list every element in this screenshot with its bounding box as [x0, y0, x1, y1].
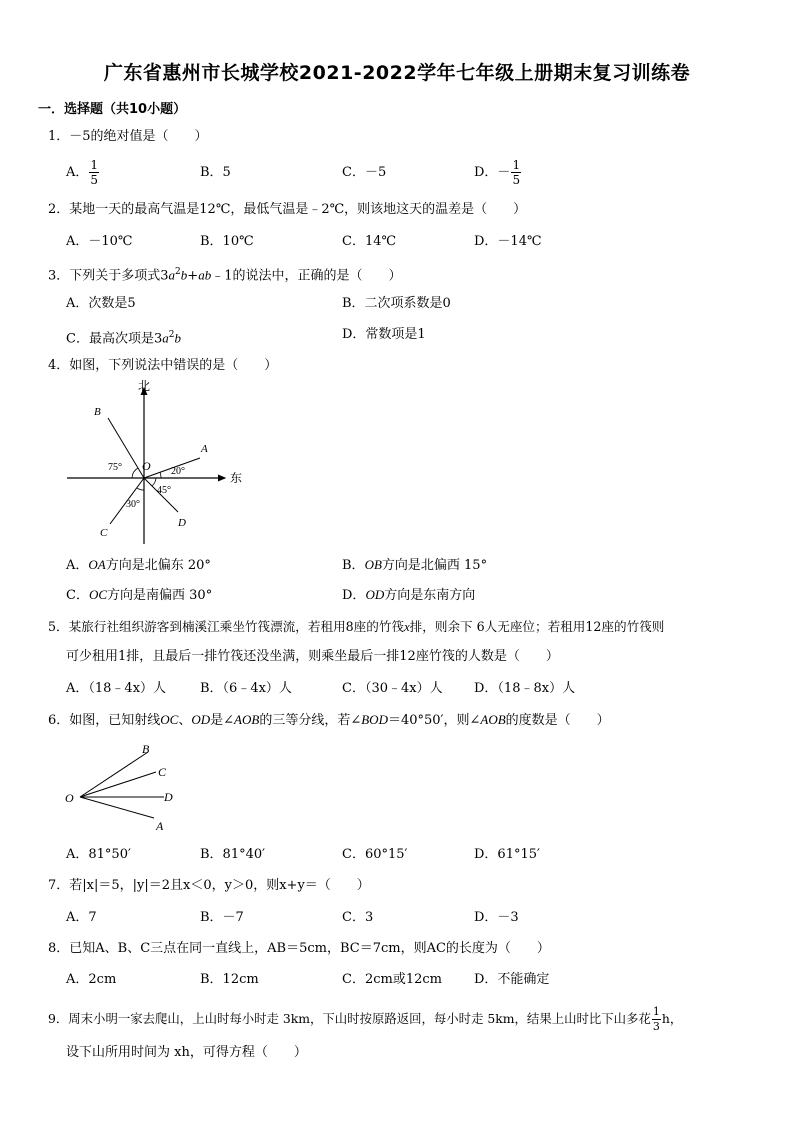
- q3-option-d: D．常数项是1: [342, 327, 426, 342]
- fraction: $\frac{1}{5}$: [90, 158, 99, 187]
- east-label: 东: [230, 471, 243, 485]
- angle-arc-30: [137, 488, 144, 490]
- section-heading: 一．选择题（共10小题）: [38, 102, 187, 117]
- q4-option-a: A．OA方向是北偏东 20°: [66, 557, 211, 573]
- compass-figure: [60, 378, 250, 548]
- q1-option-d: D．－ $\frac{1}{5}$: [474, 158, 521, 187]
- q1-option-a: A． $\frac{1}{5}$: [66, 158, 99, 187]
- question-3: 3．下列关于多项式$3a^2b+ab﹣1$的说法中，正确的是（ ）: [48, 267, 402, 284]
- q7-option-d: D．－3: [474, 910, 519, 925]
- q6-option-d: D．61°15′: [474, 847, 540, 862]
- q1-option-c: C．－5: [342, 165, 387, 180]
- point-d-label: D: [178, 517, 186, 529]
- q5-option-c: C．（30﹣4x）人: [342, 681, 443, 696]
- q5-option-b: B．（6﹣4x）人: [200, 681, 292, 696]
- page-title: 广东省惠州市长城学校2021-2022学年七年级上册期末复习训练卷: [103, 62, 691, 84]
- q1-option-b: B．5: [200, 165, 231, 180]
- q7-option-b: B．－7: [200, 910, 244, 925]
- q4-option-c: C．OC方向是南偏西 30°: [66, 587, 213, 603]
- fraction: $\frac{1}{5}$: [512, 158, 521, 187]
- ray-oa: [80, 797, 154, 818]
- q8-option-c: C．2cm或12cm: [342, 972, 442, 987]
- q4-option-b: B．OB方向是北偏西 15°: [342, 557, 488, 573]
- q2-option-b: B．10℃: [200, 234, 254, 249]
- angle-75-label: 75°: [108, 462, 122, 473]
- question-6: 6．如图，已知射线OC、OD是∠AOB的三等分线，若∠BOD＝40°50′，则∠AOB的度数是（ ）: [48, 712, 610, 728]
- q7-option-c: C．3: [342, 910, 374, 925]
- q7-option-a: A．7: [66, 910, 97, 925]
- trisection-figure: [60, 740, 190, 835]
- q4-option-d: D．OD方向是东南方向: [342, 587, 476, 603]
- q5-option-d: D．（18﹣8x）人: [474, 681, 576, 696]
- angle-arc-45: [152, 478, 156, 486]
- point-b-label: B: [142, 742, 150, 756]
- q6-option-b: B．81°40′: [200, 847, 266, 862]
- point-o-label: O: [142, 459, 151, 473]
- question-4: 4．如图，下列说法中错误的是（ ）: [48, 358, 278, 373]
- point-a-label: A: [201, 443, 208, 455]
- north-label: 北: [138, 379, 151, 393]
- question-7: 7．若|x|＝5，|y|＝2且x＜0，y＞0，则x+y＝（ ）: [48, 878, 370, 893]
- angle-45-label: 45°: [157, 485, 171, 496]
- angle-30-label: 30°: [126, 499, 140, 510]
- q5-option-a: A．（18﹣4x）人: [66, 681, 167, 696]
- q8-option-b: B．12cm: [200, 972, 259, 987]
- point-d-label: D: [164, 790, 173, 804]
- q8-option-d: D．不能确定: [474, 972, 550, 987]
- point-o-label: O: [65, 791, 74, 805]
- question-8: 8．已知A、B、C三点在同一直线上，AB＝5cm，BC＝7cm，则AC的长度为（ ）: [48, 941, 550, 956]
- point-c-label: C: [158, 765, 167, 779]
- question-5-line-1: 5．某旅行社组织游客到楠溪江乘坐竹筏漂流，若租用8座的竹筏x排，则余下 6人无座位；若租用12座的竹筏则: [48, 619, 665, 634]
- question-1: 1．－5的绝对值是（ ）: [48, 129, 208, 144]
- ray-ob: [80, 752, 148, 797]
- question-2: 2．某地一天的最高气温是12℃，最低气温是﹣2℃，则该地这天的温差是（ ）: [48, 202, 527, 217]
- question-9-line-1: 9．周末小明一家去爬山，上山时每小时走 3km，下山时按原路返回，每小时走 5km，结果上山时比下山多花 $\frac{1}{3}$ h，: [48, 1005, 683, 1033]
- fraction: $\frac{1}{3}$: [652, 1005, 660, 1033]
- angle-arc-75: [132, 468, 138, 478]
- point-c-label: C: [100, 527, 108, 539]
- point-a-label: A: [156, 819, 164, 833]
- q2-option-d: D．－14℃: [474, 234, 542, 249]
- angle-arc-20: [160, 472, 161, 478]
- point-b-label: B: [94, 406, 101, 418]
- q2-option-a: A．－10℃: [66, 234, 133, 249]
- q3-option-a: A．次数是5: [66, 296, 136, 311]
- q3-option-c: C．最高次项是$3a^2b$: [66, 330, 181, 347]
- question-9-line-2: 设下山所用时间为 xh，可得方程（ ）: [66, 1045, 307, 1060]
- ray-oc: [80, 772, 156, 797]
- q6-option-c: C．60°15′: [342, 847, 408, 862]
- q8-option-a: A．2cm: [66, 972, 117, 987]
- q2-option-c: C．14℃: [342, 234, 397, 249]
- angle-20-label: 20°: [171, 466, 185, 477]
- q6-option-a: A．81°50′: [66, 847, 131, 862]
- q3-option-b: B．二次项系数是0: [342, 296, 451, 311]
- question-5-line-2: 可少租用1排，且最后一排竹筏还没坐满，则乘坐最后一排12座竹筏的人数是（ ）: [66, 649, 559, 664]
